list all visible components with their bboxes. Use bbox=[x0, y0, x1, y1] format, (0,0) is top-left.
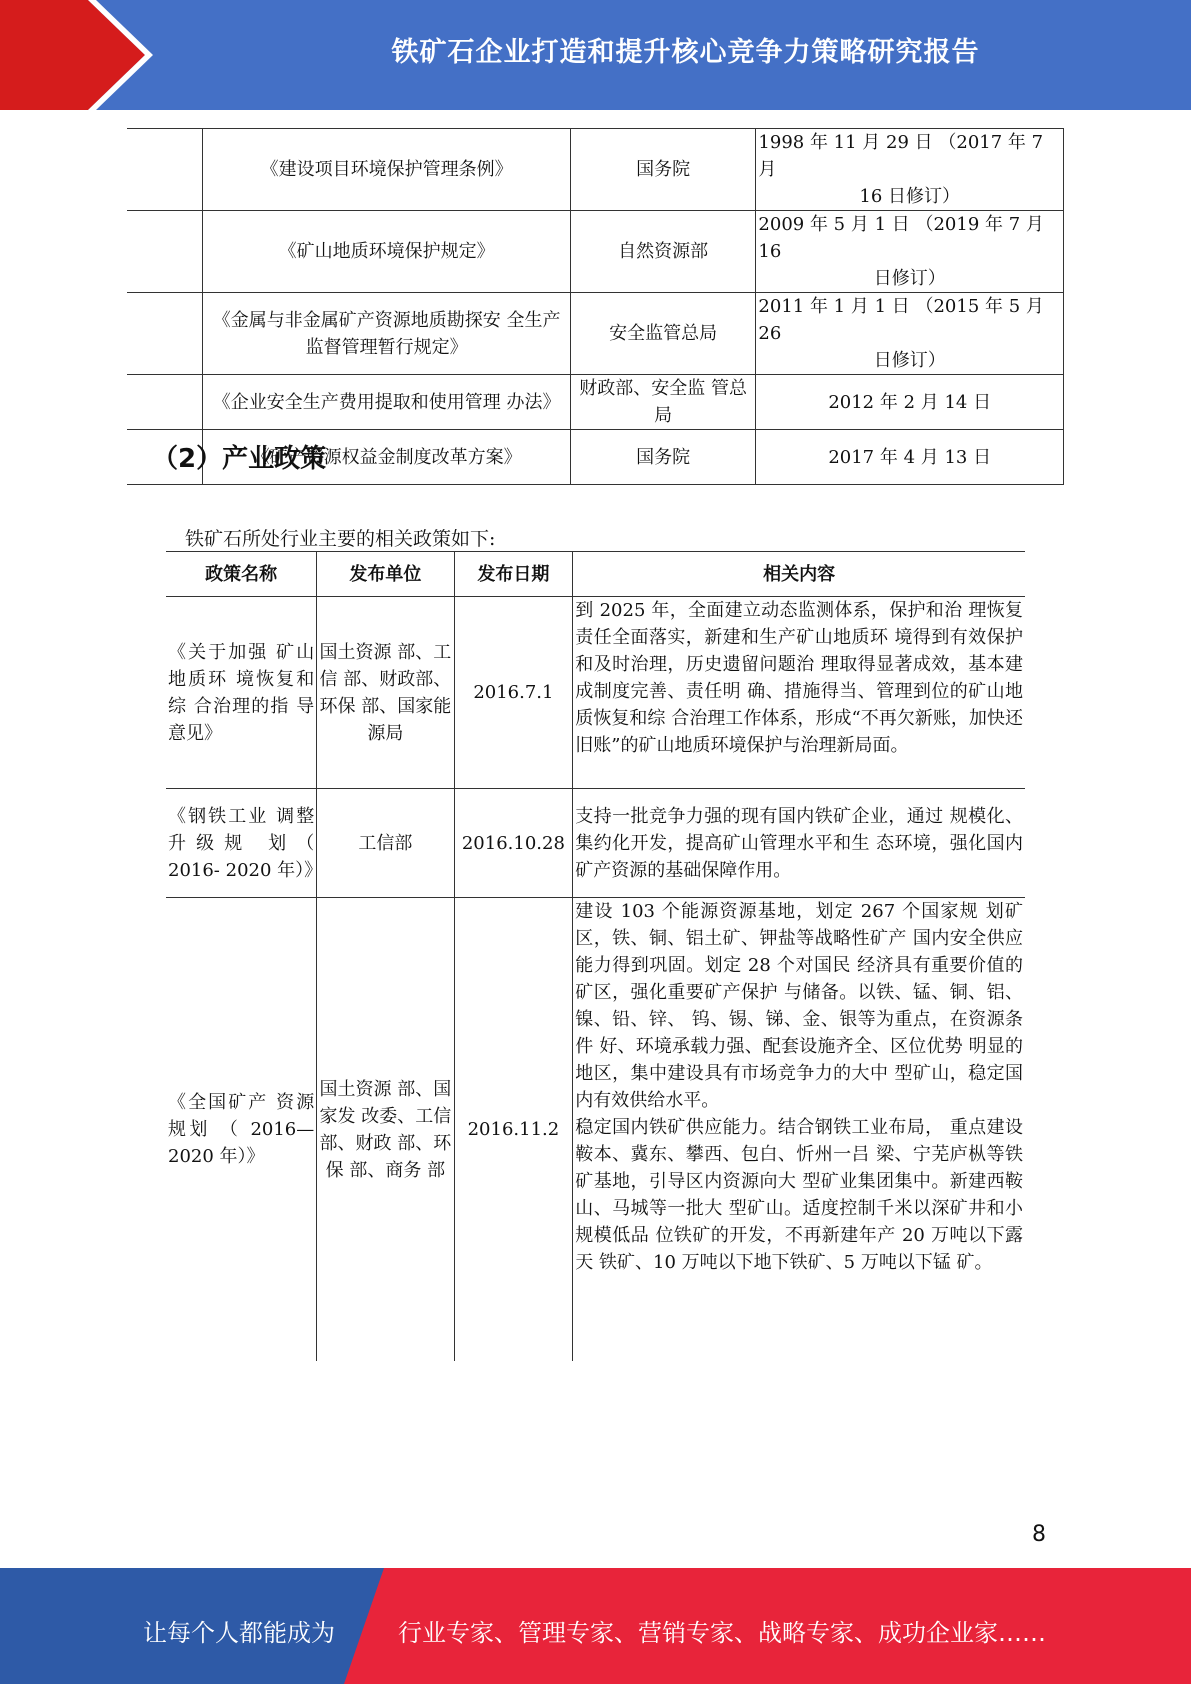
regulation-name: 《矿产资源权益金制度改革方案》 bbox=[203, 430, 571, 485]
footer-slogan-left: 让每个人都能成为 bbox=[143, 1619, 335, 1647]
policy-name: 《钢铁工业 调整升级规 划（ 2016- 2020 年）》 bbox=[166, 789, 317, 898]
table-row bbox=[166, 597, 1025, 789]
report-title: 铁矿石企业打造和提升核心竞争力策略研究报告 bbox=[391, 37, 980, 68]
page-header bbox=[0, 0, 1191, 110]
table-row bbox=[166, 789, 1025, 898]
policy-date: 2016.10.28 bbox=[454, 789, 573, 898]
col-header-date: 发布日期 bbox=[454, 552, 573, 597]
policy-issuer: 工信部 bbox=[317, 789, 454, 898]
regulation-name: 《企业安全生产费用提取和使用管理 办法》 bbox=[203, 375, 571, 430]
regulation-issuer: 安全监管总局 bbox=[570, 293, 756, 375]
table-row bbox=[127, 129, 1064, 211]
page-number: 8 bbox=[1032, 1522, 1046, 1547]
regulation-name: 《矿山地质环境保护规定》 bbox=[203, 211, 571, 293]
regulation-name: 《建设项目环境保护管理条例》 bbox=[203, 129, 571, 211]
regulation-issuer: 财政部、安全监 管总局 bbox=[570, 375, 756, 430]
policy-date: 2016.7.1 bbox=[454, 597, 573, 789]
policy-name: 《全国矿产 资源规划 （ 2016— 2020 年）》 bbox=[166, 898, 317, 1362]
regulation-date: 2011 年 1 月 1 日 （2015 年 5 月 26 日修订） bbox=[756, 293, 1064, 375]
regulation-date: 2009 年 5 月 1 日 （2019 年 7 月 16 日修订） bbox=[756, 211, 1064, 293]
footer-slogan-right: 行业专家、管理专家、营销专家、战略专家、成功企业家…… bbox=[398, 1619, 1046, 1647]
section-intro: 铁矿石所处行业主要的相关政策如下: bbox=[185, 528, 496, 550]
policy-content: 建设 103 个能源资源基地，划定 267 个国家规 划矿区，铁、铜、铝土矿、钾盐等战略性矿产 国内安全供应能力得到巩固。划定 28 个对国民 经济具有重要价值的矿区，强化重要矿产保护 与储备。以铁、锰、铜、铝、镍、铅、锌、 钨、锡、锑、金、银等为重点，在资源条件 好、环境承载力强、配套设施齐全、区位优势 明显的地区，集中建设具有市场竞争力的大中 型矿山，稳定国内有效供给水平。 稳定国内铁矿供应能力。结合钢铁工业布局， 重点建设鞍本、冀东、攀西、包白、忻州一吕 梁、宁芜庐枞等铁矿基地，引导区内资源向大 型矿业集团集中。新建西鞍山、马城等一批大 型矿山。适度控制千米以深矿井和小规模低品 位铁矿的开发，不再新建年产 20 万吨以下露天 铁矿、10 万吨以下地下铁矿、5 万吨以下锰 矿。 bbox=[573, 898, 1025, 1362]
table-row bbox=[127, 375, 1064, 430]
regulation-name: 《金属与非金属矿产资源地质勘探安 全生产监督管理暂行规定》 bbox=[203, 293, 571, 375]
regulation-issuer: 自然资源部 bbox=[570, 211, 756, 293]
regulation-issuer: 国务院 bbox=[570, 430, 756, 485]
page-footer bbox=[0, 1568, 1191, 1684]
table-row bbox=[127, 293, 1064, 375]
col-header-content: 相关内容 bbox=[573, 552, 1025, 597]
regulation-date: 1998 年 11 月 29 日 （2017 年 7 月 16 日修订） bbox=[756, 129, 1064, 211]
table-header-row bbox=[166, 552, 1025, 597]
policy-issuer: 国土资源 部、国家发 改委、工信 部、财政 部、环保 部、商务 部 bbox=[317, 898, 454, 1362]
regulation-date: 2017 年 4 月 13 日 bbox=[756, 430, 1064, 485]
table-row bbox=[166, 898, 1025, 1362]
policy-content: 到 2025 年，全面建立动态监测体系，保护和治 理恢复责任全面落实，新建和生产矿山地质环 境得到有效保护和及时治理，历史遗留问题治 理取得显著成效，基本建成制度完善、责任明 确、措施得当、管理到位的矿山地质恢复和综 合治理工作体系，形成“不再欠新账，加快还 旧账”的矿山地质环境保护与治理新局面。 bbox=[573, 597, 1025, 789]
policy-name: 《关于加强 矿山地质环 境恢复和综 合治理的指 导意见》 bbox=[166, 597, 317, 789]
table-row bbox=[127, 211, 1064, 293]
policy-issuer: 国土资源 部、工信 部、财政部、环保 部、国家能 源局 bbox=[317, 597, 454, 789]
col-header-issuer: 发布单位 bbox=[317, 552, 454, 597]
col-header-name: 政策名称 bbox=[166, 552, 317, 597]
section-heading: （2）产业政策 bbox=[152, 444, 327, 474]
policy-date: 2016.11.2 bbox=[454, 898, 573, 1362]
regulations-table bbox=[127, 128, 1064, 485]
regulation-issuer: 国务院 bbox=[570, 129, 756, 211]
policy-table bbox=[166, 551, 1025, 1361]
policy-content: 支持一批竞争力强的现有国内铁矿企业，通过 规模化、集约化开发，提高矿山管理水平和生 态环境，强化国内矿产资源的基础保障作用。 bbox=[573, 789, 1025, 898]
regulation-date: 2012 年 2 月 14 日 bbox=[756, 375, 1064, 430]
